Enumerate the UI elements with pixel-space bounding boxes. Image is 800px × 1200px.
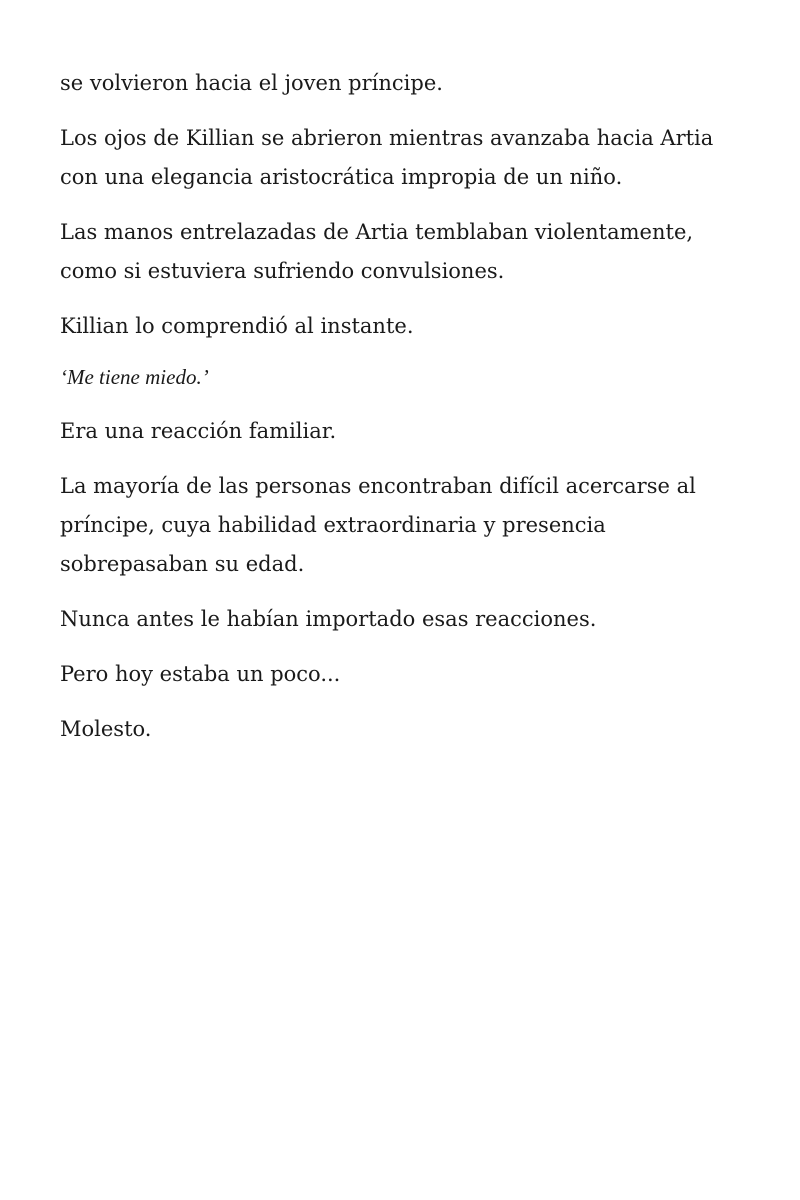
paragraph: Nunca antes le habían importado esas reacciones. [60,607,597,631]
page-body [60,64,750,765]
paragraph: Pero hoy estaba un poco... [60,662,341,686]
paragraph: Molesto. [60,717,152,741]
paragraph: Las manos entrelazadas de Artia temblaban violentamente, como si estuviera sufriendo convulsiones. [60,220,694,283]
paragraph: Los ojos de Killian se abrieron mientras avanzaba hacia Artia con una elegancia aristocrática impropia de un niño. [60,126,714,189]
paragraph: Era una reacción familiar. [60,419,337,443]
paragraph: se volvieron hacia el joven príncipe. [60,71,443,95]
paragraph: Killian lo comprendió al instante. [60,314,414,338]
italic-thought: ‘Me tiene miedo.’ [60,365,209,389]
paragraph: La mayoría de las personas encontraban difícil acercarse al príncipe, cuya habilidad extraordinaria y presencia sobrepasaban su edad. [60,474,696,576]
